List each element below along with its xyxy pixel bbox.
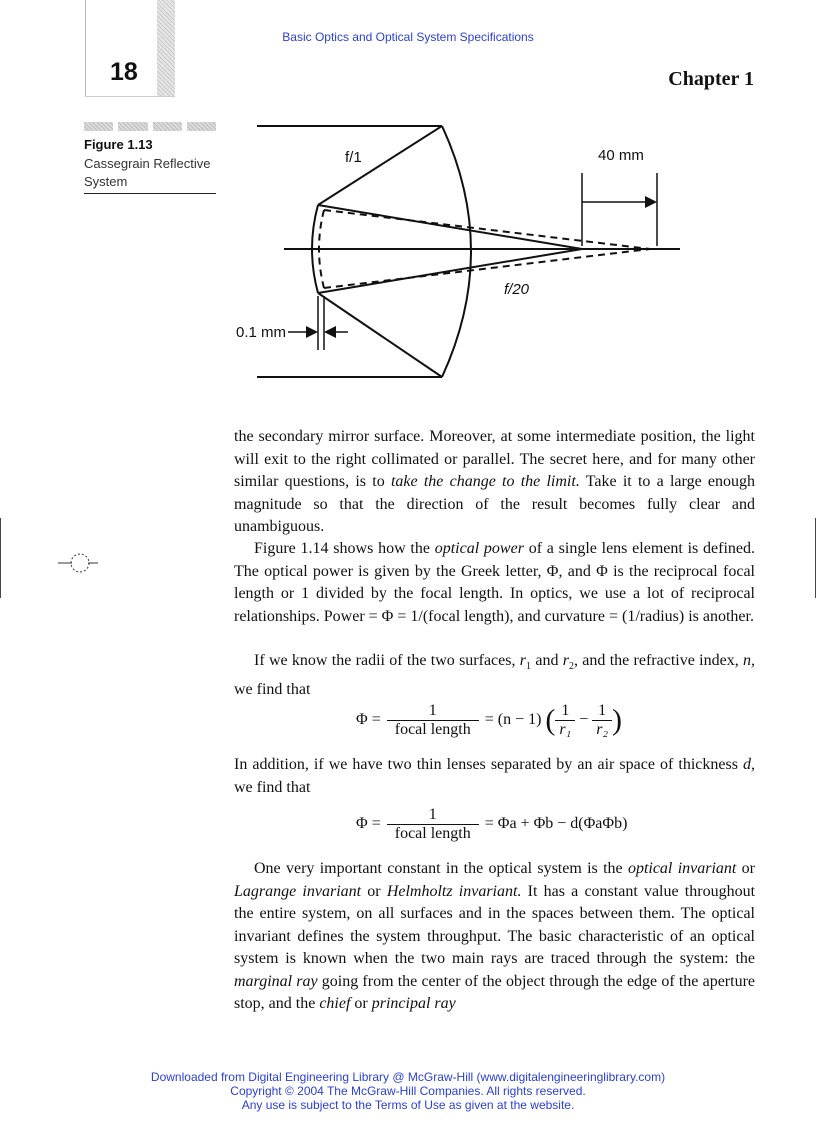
paragraph-3: If we know the radii of the two surfaces, $r_1$ and $r_2$, and the refractive index, n, we find that [234,652,755,698]
footer-line-3: Any use is subject to the Terms of Use as given at the website. [241,1098,575,1112]
chapter-label: Chapter 1 [668,68,754,90]
footer-line-1[interactable]: Downloaded from Digital Engineering Library @ McGraw-Hill (www.digitalengineeringlibrary.com) [150,1070,666,1084]
registration-mark [58,548,100,574]
dim-0.1mm-label: 0.1 mm [236,324,287,341]
equation-1: Φ = $\frac{1}{\text{focal length}}$ = (n − 1) ( $\frac{1}{\text{r₁}}$ − $\frac{1}{\text{r₂}}$ ) [356,702,623,738]
paragraph-2: Figure 1.14 shows how the optical power of a single lens element is defined. The optical power is given by the Greek letter, Φ, and Φ is the reciprocal focal length or 1 divided by the focal length. In optics, we use a lot of reciprocal relationships. Power = Φ = 1/(focal length), and curvature = (1/radius) is another. [234,540,755,625]
paragraph-4: In addition, if we have two thin lenses separated by an air space of thickness d, we find that [234,756,755,796]
f20-label: f/20 [504,281,530,298]
equation-2: Φ = $\frac{1}{\text{focal length}}$ = Φa + Φb − d(ΦaΦb) [356,806,628,842]
dim-40mm-label: 40 mm [598,147,644,164]
running-head: Basic Optics and Optical System Specifications [282,30,534,44]
cassegrain-diagram [232,118,702,388]
caption-rule [84,193,216,194]
paragraph-1: the secondary mirror surface. Moreover, at some intermediate position, the light will exit to the right collimated or parallel. The secret here, and for many other similar questions, is to take the change to the limit. Take it to a large enough magnitude so that the direction of the result becomes fully clear and unambiguous. [234,428,756,535]
figure-caption: Cassegrain Reflective System [84,156,211,189]
caption-bar [84,122,216,131]
figure-label: Figure 1.13 [84,137,153,152]
footer-line-2: Copyright © 2004 The McGraw-Hill Companies. All rights reserved. [230,1084,586,1098]
left-crop-mark [0,518,1,598]
download-footer [0,1070,816,1112]
paragraph-5: One very important constant in the optical system is the optical invariant or Lagrange invariant or Helmholtz invariant. It has a constant value throughout the entire system, on all surfaces and in the spaces between them. The optical invariant defines the system throughput. The basic characteristic of an optical system is known when the two main rays are traced through the system: the marginal ray going from the center of the object through the edge of the aperture stop, and the chief or principal ray [234,860,756,1012]
f1-label: f/1 [345,149,362,166]
page-number: 18 [110,58,138,86]
primary-mirror [442,126,471,377]
